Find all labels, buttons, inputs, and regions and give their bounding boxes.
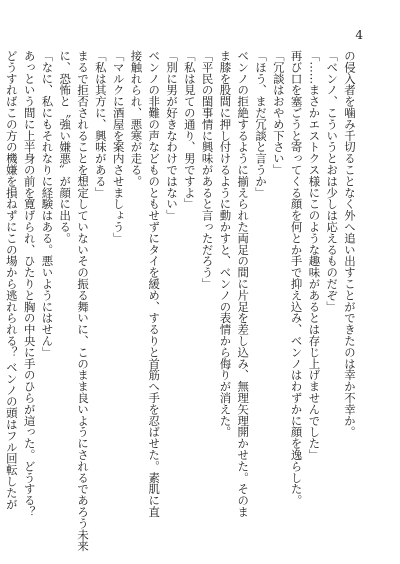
vertical-text-body <box>2 50 358 552</box>
text-line: 「……まさかエストクス様にこのような趣味があるとは存じ上げませんでした」 <box>307 50 322 461</box>
text-line: 「私は見ての通り、男ですよ」 <box>182 50 197 210</box>
text-line: 接触れられ、悪寒が走る。 <box>129 50 144 187</box>
text-line: の侵入者を噛み千切ることなく外へ追い出すことができたのは幸か不幸か。 <box>343 50 357 438</box>
text-line: あっという間に上半身の前を寛げられ、ひたりと胸の中央に手のひらが這った。どうする？ <box>22 50 37 518</box>
text-line: どうすればこの方の機嫌を損ねずにこの場から逃れられる？ ベンノの頭はフル回転したが <box>4 50 19 510</box>
text-line: ベンノの非難の声などものともせずにタイを緩め、するりと首筋へ手を忍ばせた。素肌に直 <box>147 50 162 518</box>
text-line: ま膝を股間に押し付けるように動かすと、ベンノの表情から侮りが消えた。 <box>218 50 233 438</box>
text-line: ベンノの拒絶するように揃えられた両足の間に片足を差し込み、無理矢理開かせた。そのま <box>236 50 251 518</box>
text-line: まるで拒否されることを想定していないその振る舞いに、このまま良いようにされるであろう未来 <box>76 50 91 552</box>
page-number: 4 <box>355 28 363 42</box>
text-line: 「マルクに酒屋を案内させましょう」 <box>111 50 126 244</box>
text-line: 「私は其方に、興味がある」 <box>93 50 108 199</box>
text-line: 「なに、私にもそれなりに経験はある。悪いようにはせん」 <box>40 50 55 358</box>
text-line: 「ベンノ、こういうとおは少しは応えるものだぞ」 <box>325 50 340 313</box>
text-line: 再び口を塞ごうと寄ってくる顔を何とか手で抑え込み、ベンノはわずかに顔を逸らした。 <box>289 50 304 506</box>
text-line: 「別に男が好きなわけではない」 <box>165 50 180 221</box>
text-line: 「ほう、まだ冗談と言うか」 <box>254 50 269 199</box>
text-line: に、恐怖と〝強い嫌悪〟が顔に出る。 <box>58 50 73 244</box>
text-line: 「冗談はおやめ下さい」 <box>271 50 286 176</box>
text-line: 「平民の閨事情に興味があると言っただろう」 <box>200 50 215 290</box>
